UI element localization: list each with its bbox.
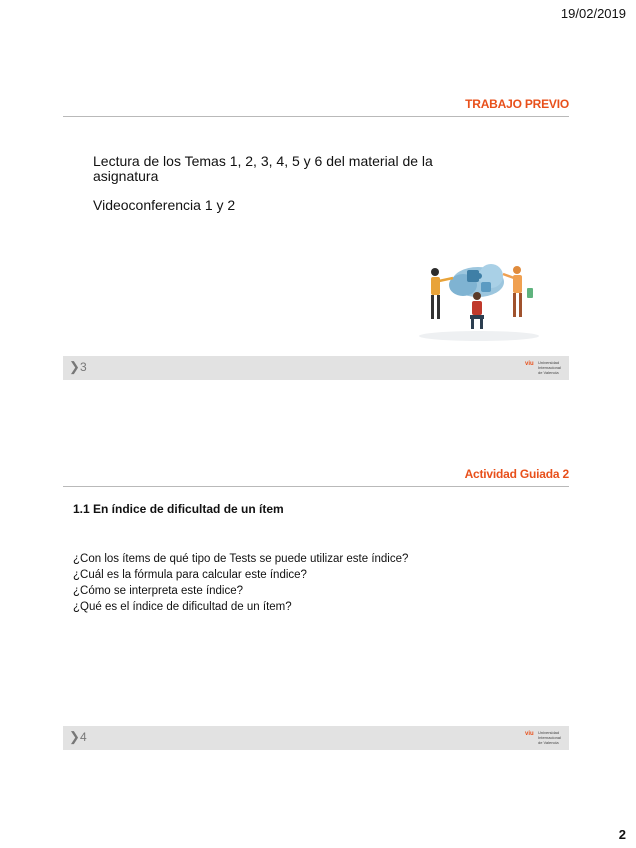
slide-number: 3 <box>80 360 87 374</box>
slide-actividad-guiada <box>63 460 569 760</box>
section-subheading: 1.1 En índice de dificultad de un ítem <box>73 502 284 516</box>
logo-text: Universidad Internacional de Valencia <box>538 730 561 745</box>
question-list <box>73 551 408 615</box>
question-item: ¿Con los ítems de qué tipo de Tests se puede utilizar este índice? <box>73 553 409 565</box>
team-puzzle-illustration <box>413 258 543 342</box>
page-number: 2 <box>618 827 626 842</box>
title-divider <box>63 486 569 487</box>
logo-text: Universidad Internacional de Valencia <box>538 360 561 375</box>
slide-footer-bar <box>63 726 569 750</box>
question-item: ¿Cuál es la fórmula para calcular este índice? <box>73 569 307 581</box>
chevron-right-icon: ❯ <box>69 359 80 374</box>
slide-title: Actividad Guiada 2 <box>464 467 569 481</box>
question-item: ¿Cómo se interpreta este índice? <box>73 585 244 597</box>
slide-title: TRABAJO PREVIO <box>465 97 569 111</box>
reading-item: Lectura de los Temas 1, 2, 3, 4, 5 y 6 del material de la asignatura <box>93 153 433 184</box>
videoconference-item: Videoconferencia 1 y 2 <box>93 197 236 213</box>
university-logo: viu Universidad Internacional de Valencia <box>525 360 565 376</box>
title-divider <box>63 116 569 117</box>
question-item: ¿Qué es el índice de dificultad de un ítem? <box>73 601 292 613</box>
page-date: 19/02/2019 <box>560 6 626 21</box>
slide-footer-bar <box>63 356 569 380</box>
chevron-right-icon: ❯ <box>69 729 80 744</box>
university-logo: viu Universidad Internacional de Valencia <box>525 730 565 746</box>
slide-number: 4 <box>80 730 87 744</box>
slide-trabajo-previo <box>63 90 569 390</box>
